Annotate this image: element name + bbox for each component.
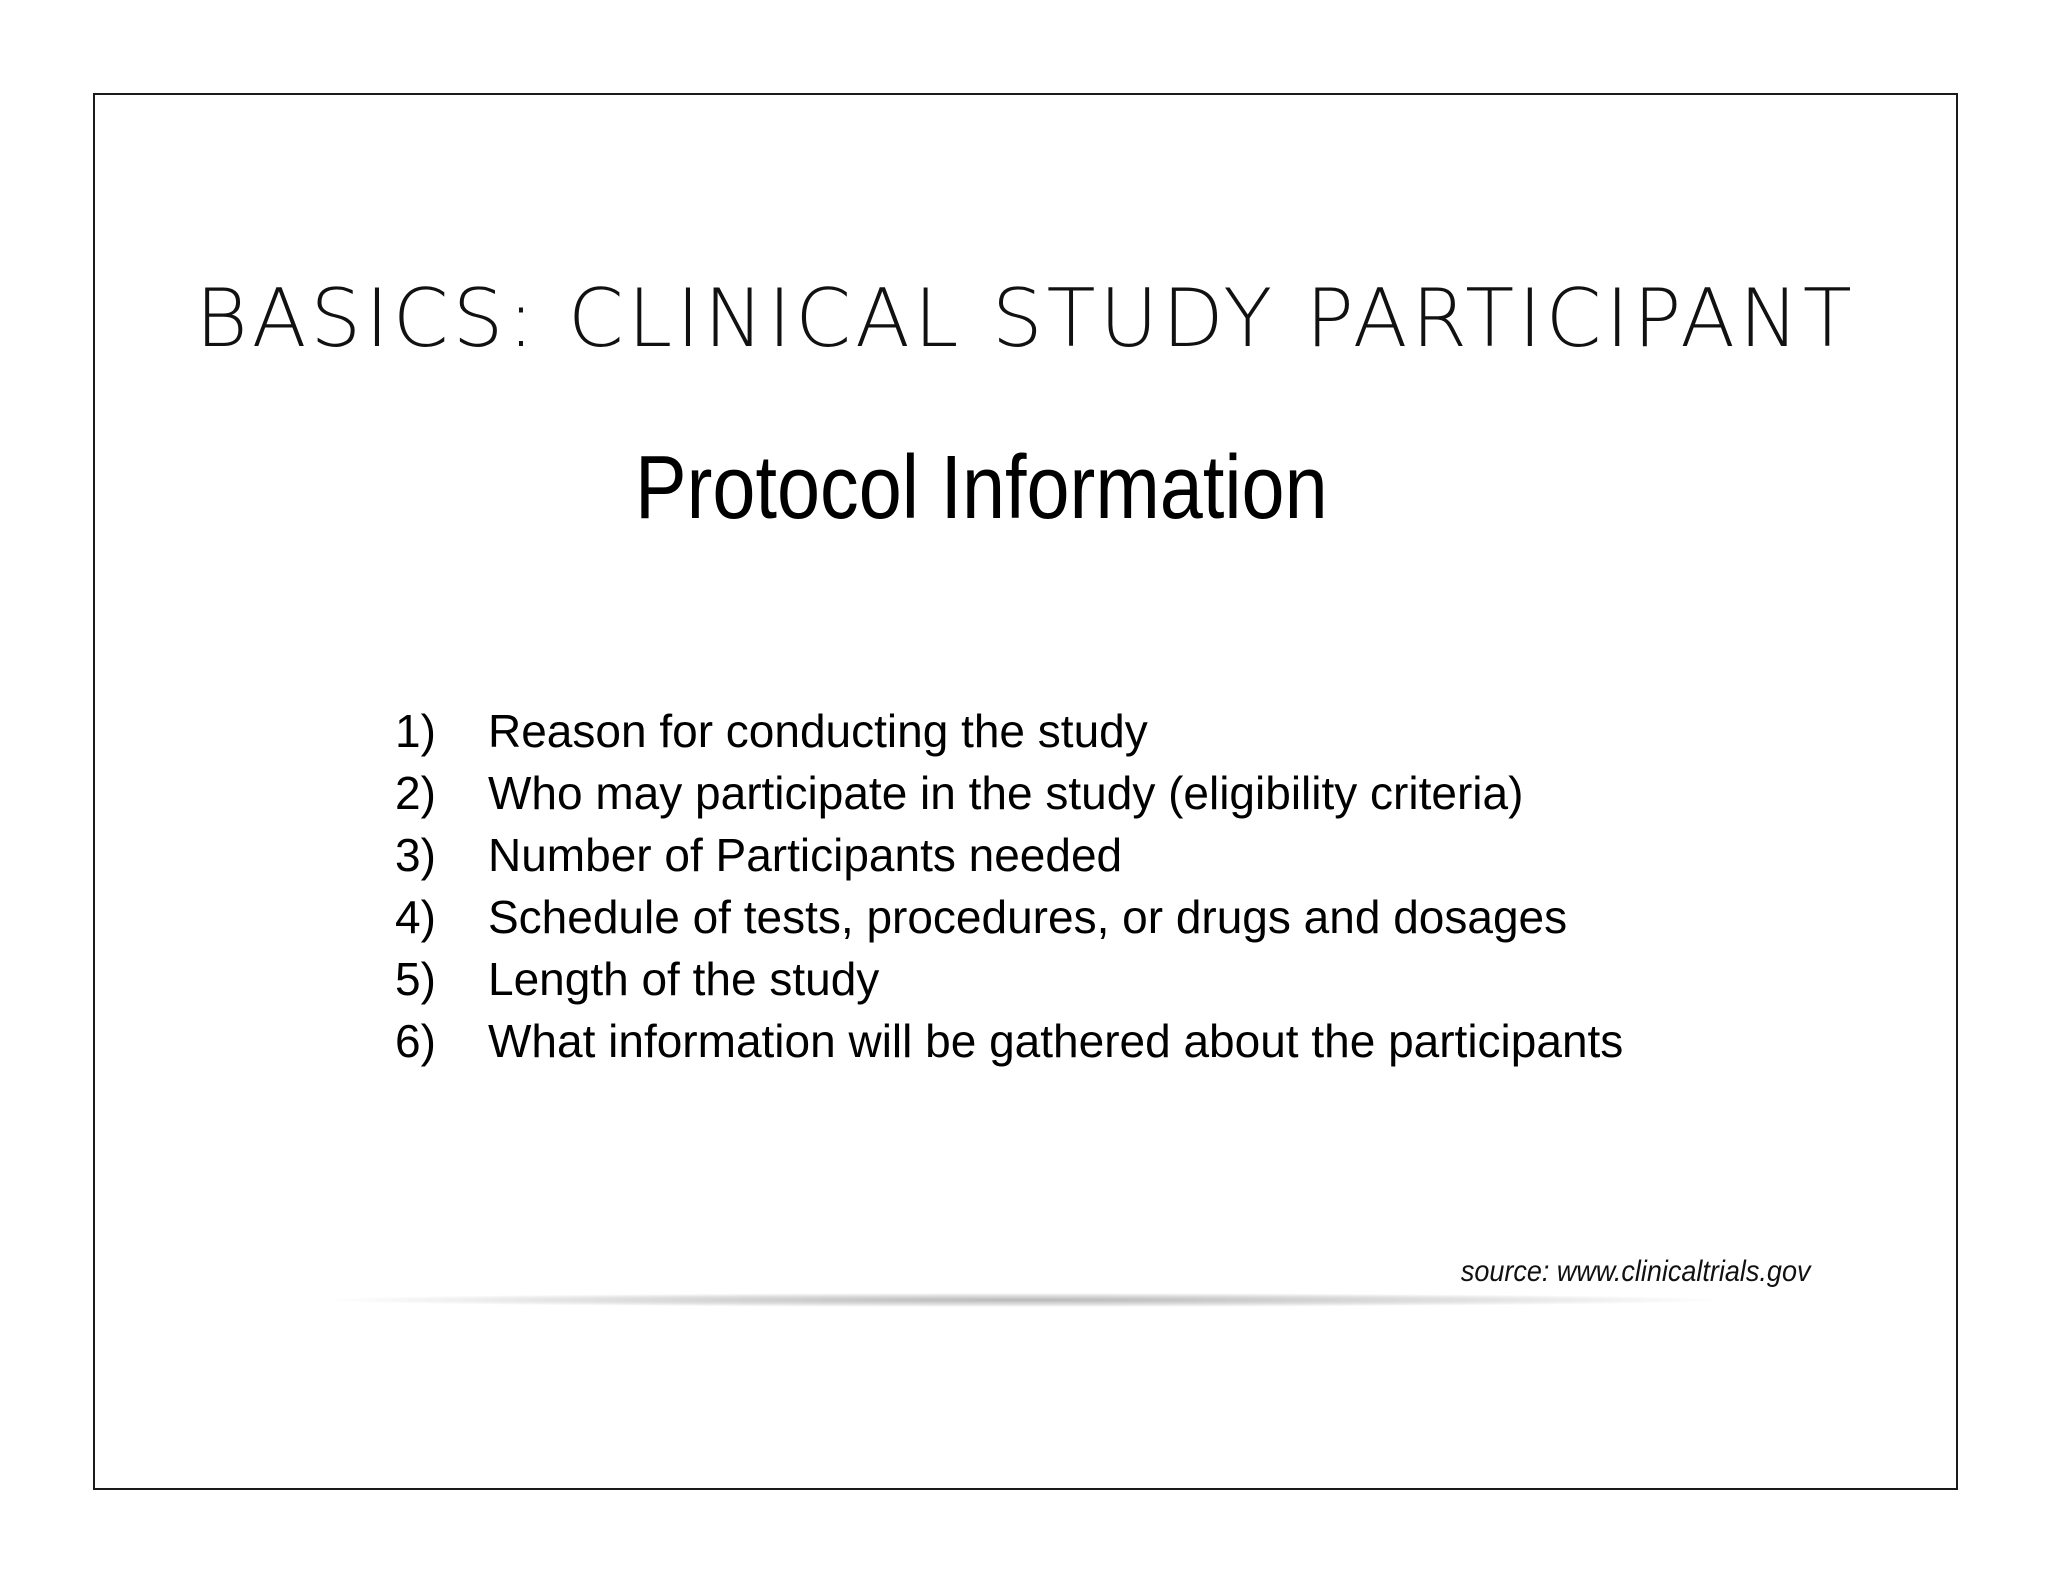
list-item xyxy=(395,824,1623,886)
list-item-number: 5) xyxy=(395,953,436,1005)
list-item-text: Schedule of tests, procedures, or drugs and dosages xyxy=(488,891,1568,943)
list-item-text: Number of Participants needed xyxy=(488,829,1123,881)
list-item xyxy=(395,1010,1623,1072)
protocol-list xyxy=(395,700,1623,1072)
list-item xyxy=(395,948,1623,1010)
list-item xyxy=(395,700,1623,762)
list-item-number: 6) xyxy=(395,1015,436,1067)
list-item-text: What information will be gathered about the participants xyxy=(488,1015,1624,1067)
slide-subtitle: Protocol Information xyxy=(635,438,1328,538)
list-item-text: Reason for conducting the study xyxy=(488,705,1148,757)
divider-shadow xyxy=(335,1293,1715,1307)
source-note: source: www.clinicaltrials.gov xyxy=(1460,1255,1810,1288)
list-item-number: 1) xyxy=(395,705,436,757)
list-item-number: 4) xyxy=(395,891,436,943)
list-item xyxy=(395,762,1623,824)
list-item-number: 2) xyxy=(395,767,436,819)
list-item-number: 3) xyxy=(395,829,436,881)
list-item-text: Who may participate in the study (eligibility criteria) xyxy=(488,767,1524,819)
list-item xyxy=(395,886,1623,948)
list-item-text: Length of the study xyxy=(488,953,880,1005)
slide-frame xyxy=(93,93,1958,1490)
slide-title: BASICS: CLINICAL STUDY PARTICIPANT xyxy=(195,272,1856,365)
